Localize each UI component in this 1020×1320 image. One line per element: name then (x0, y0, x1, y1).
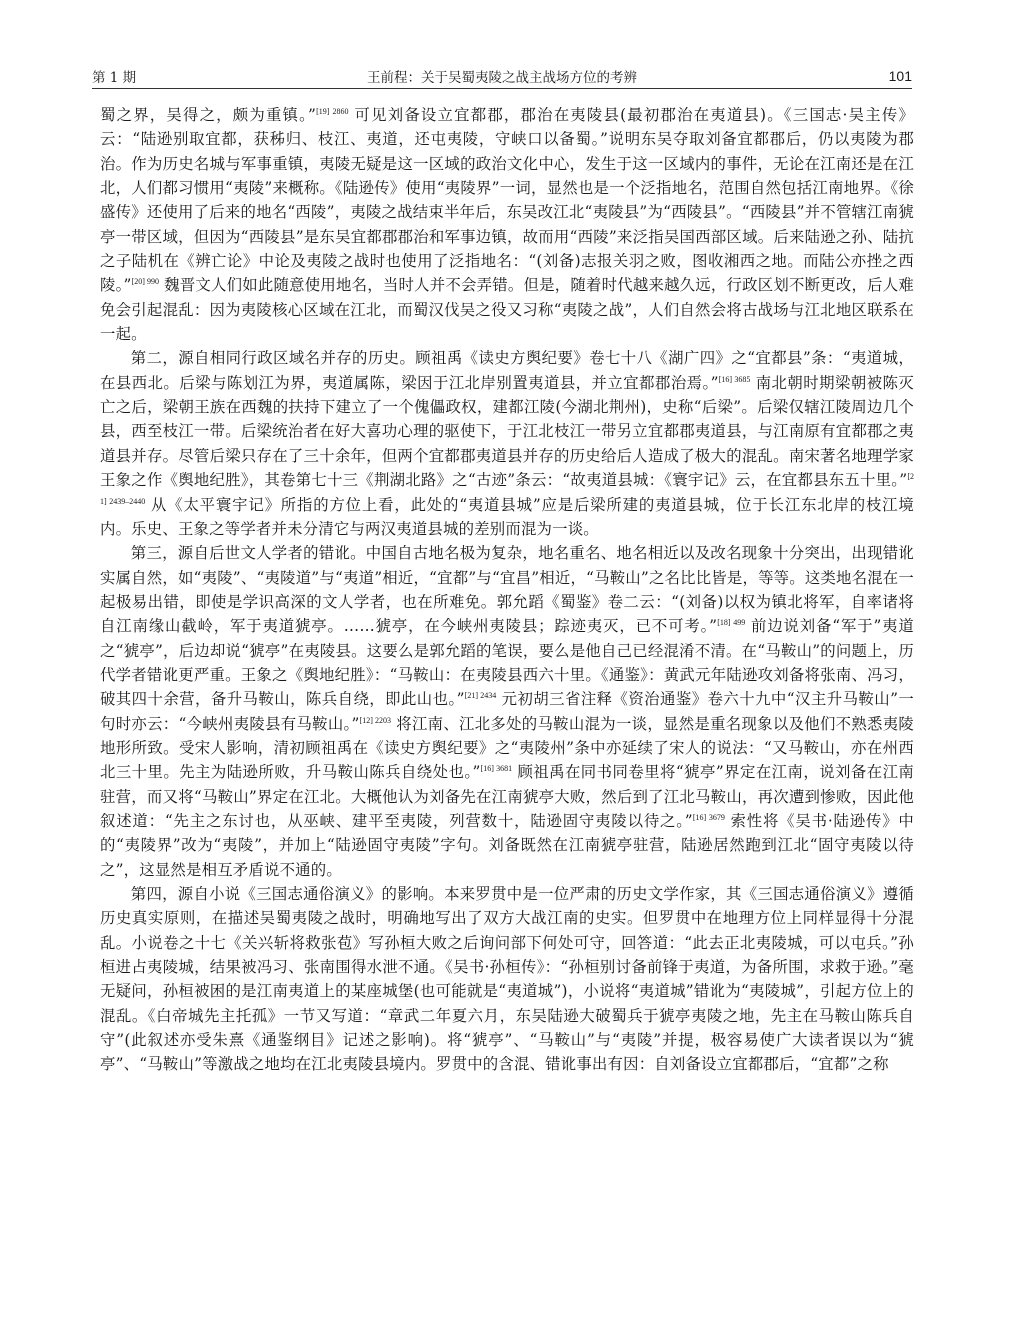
citation-marker: [16] 3681 (480, 764, 513, 774)
citation-marker: [16] 3685 (718, 374, 751, 384)
citation-marker: [12] 2203 (359, 715, 392, 725)
running-header (92, 62, 912, 89)
paragraph-2: 第二，源自相同行政区域名并存的历史。顾祖禹《读史方舆纪要》卷七十八《湖广四》之“宜都县”条：“夷道城，在县西北。后梁与陈划江为界，夷道属陈，梁因于江北岸别置夷道县，并立宜都郡治焉。”$^{[16] 3685}$ 南北朝时期梁朝被陈灭亡之后，梁朝王族在西魏的扶持下建立了一个傀儡政权，建都江陵(今湖北荆州)，史称“后梁”。后梁仅辖江陵周边几个县，西至枝江一带。后梁统治者在好大喜功心理的驱使下，于江北枝江一带另立宜都郡夷道县，与江南原有宜都郡之夷道县并存。尽管后梁只存在了三十余年，但两个宜都郡夷道县并存的历史给后人造成了极大的混乱。南宋著名地理学家王象之作《舆地纪胜》，其卷第七十三《荆湖北路》之“古迹”条云：“故夷道县城：《寰宇记》云，在宜都县东五十里。”$^{[21] 2439-2440}$ 从《太平寰宇记》所指的方位上看，此处的“夷道县城”应是后梁所建的夷道县城，位于长江东北岸的枝江境内。乐史、王象之等学者并未分清它与两汉夷道县城的差别而混为一谈。 (100, 349, 914, 538)
paragraph-1: 蜀之界，吴得之，颇为重镇。”$^{[19] 2860}$ 可见刘备设立宜都郡，郡治在夷陵县(最初郡治在夷道县)。《三国志·吴主传》云：“陆逊别取宜都，获秭归、枝江、夷道，还屯夷陵，守峡口以备蜀。”说明东吴夺取刘备宜都郡后，仍以夷陵为郡治。作为历史名城与军事重镇，夷陵无疑是这一区域的政治文化中心，发生于这一区域内的事件，无论在江南还是在江北，人们都习惯用“夷陵”来概称。《陆逊传》使用“夷陵界”一词，显然也是一个泛指地名，范围自然包括江南地界。《徐盛传》还使用了后来的地名“西陵”，夷陵之战结束半年后，东吴改江北“夷陵县”为“西陵县”。“西陵县”并不管辖江南猇亭一带区域，但因为“西陵县”是东吴宜都郡郡治和军事边镇，故而用“西陵”来泛指吴国西部区域。后来陆逊之孙、陆抗之子陆机在《辨亡论》中论及夷陵之战时也使用了泛指地名：“(刘备)志报关羽之败，图收湘西之地。而陆公亦挫之西陵。”$^{[20] 990}$ 魏晋文人们如此随意使用地名，当时人并不会弄错。但是，随着时代越来越久远，行政区划不断更改，后人难免会引起混乱：因为夷陵核心区域在江北，而蜀汉伐吴之役又习称“夷陵之战”，人们自然会将古战场与江北地区联系在一起。 (100, 106, 915, 344)
paragraph-4: 第四，源自小说《三国志通俗演义》的影响。本来罗贯中是一位严肃的历史文学作家，其《三国志通俗演义》遵循历史真实原则，在描述吴蜀夷陵之战时，明确地写出了双方大战江南的史实。但罗贯中在地理方位上同样显得十分混乱。小说卷之十七《关兴斩将救张苞》写孙桓大败之后询问部下何处可守，回答道：“此去正北夷陵城，可以屯兵。”孙桓进占夷陵城，结果被冯习、张南围得水泄不通。《吴书·孙桓传》：“孙桓别讨备前锋于夷道，为备所围，求救于逊。”毫无疑问，孙桓被困的是江南夷道上的某座城堡(也可能就是“夷道城”)，小说将“夷道城”错讹为“夷陵城”，引起方位上的混乱。《白帝城先主托孤》一节又写道：“章武二年夏六月，东吴陆逊大破蜀兵于猇亭夷陵之地，先主在马鞍山陈兵自守”(此叙述亦受朱熹《通鉴纲目》记述之影响)。将“猇亭”、“马鞍山”与“夷陵”并提，极容易使广大读者误以为“猇亭”、“马鞍山”等激战之地均在江北夷陵县境内。罗贯中的含混、错讹事出有因：自刘备设立宜都郡后，“宜都”之称 (100, 885, 914, 1074)
page-number: 101 (888, 68, 912, 84)
article-body (100, 103, 914, 1077)
citation-marker: [18] 499 (717, 618, 746, 628)
citation-marker: [16] 3679 (692, 812, 725, 822)
paragraph-3: 第三，源自后世文人学者的错讹。中国自古地名极为复杂，地名重名、地名相近以及改名现象十分突出，出现错讹实属自然，如“夷陵”、“夷陵道”与“夷道”相近，“宜都”与“宜昌”相近，“马鞍山”之名比比皆是，等等。这类地名混在一起极易出错，即使是学识高深的文人学者，也在所难免。郭允蹈《蜀鉴》卷二云：“(刘备)以权为镇北将军，自率诸将自江南缘山截岭，军于夷道猇亭。……猇亭，在今峡州夷陵县；踪迹夷灭，已不可考。”$^{[18] 499}$ 前边说刘备“军于”夷道之“猇亭”，后边却说“猇亭”在夷陵县。这要么是郭允蹈的笔误，要么是他自己已经混淆不清。在“马鞍山”的问题上，历代学者错讹更严重。王象之《舆地纪胜》：“马鞍山：在夷陵县西六十里。《通鉴》：黄武元年陆逊攻刘备将张南、冯习，破其四十余营，备升马鞍山，陈兵自绕，即此山也。”$^{[21] 2434}$ 元初胡三省注释《资治通鉴》卷六十九中“汉主升马鞍山”一句时亦云：“今峡州夷陵县有马鞍山。”$^{[12] 2203}$ 将江南、江北多处的马鞍山混为一谈，显然是重名现象以及他们不熟悉夷陵地形所致。受宋人影响，清初顾祖禹在《读史方舆纪要》之“夷陵州”条中亦延续了宋人的说法：“又马鞍山，亦在州西北三十里。先主为陆逊所败，升马鞍山陈兵自绕处也。”$^{[16] 3681}$ 顾祖禹在同书同卷里将“猇亭”界定在江南，说刘备在江南驻营，而又将“马鞍山”界定在江北。大概他认为刘备先在江南猇亭大败，然后到了江北马鞍山，再次遭到惨败，因此他叙述道：“先主之东讨也，从巫峡、建平至夷陵，列营数十，陆逊固守夷陵以待之。”$^{[16] 3679}$ 索性将《吴书·陆逊传》中的“夷陵界”改为“夷陵”，并加上“陆逊固守夷陵”字句。刘备既然在江南猇亭驻营，陆逊居然跑到江北“固守夷陵以待之”，这显然是相互矛盾说不通的。 (100, 544, 915, 879)
citation-marker: [19] 2860 (316, 107, 349, 116)
issue-number: 第 1 期 (92, 70, 137, 86)
citation-marker: [21] 2439–2440 (100, 472, 914, 506)
running-title: 王前程：关于吴蜀夷陵之战主战场方位的考辨 (367, 70, 637, 86)
citation-marker: [21] 2434 (464, 691, 497, 701)
citation-marker: [20] 990 (131, 277, 159, 287)
